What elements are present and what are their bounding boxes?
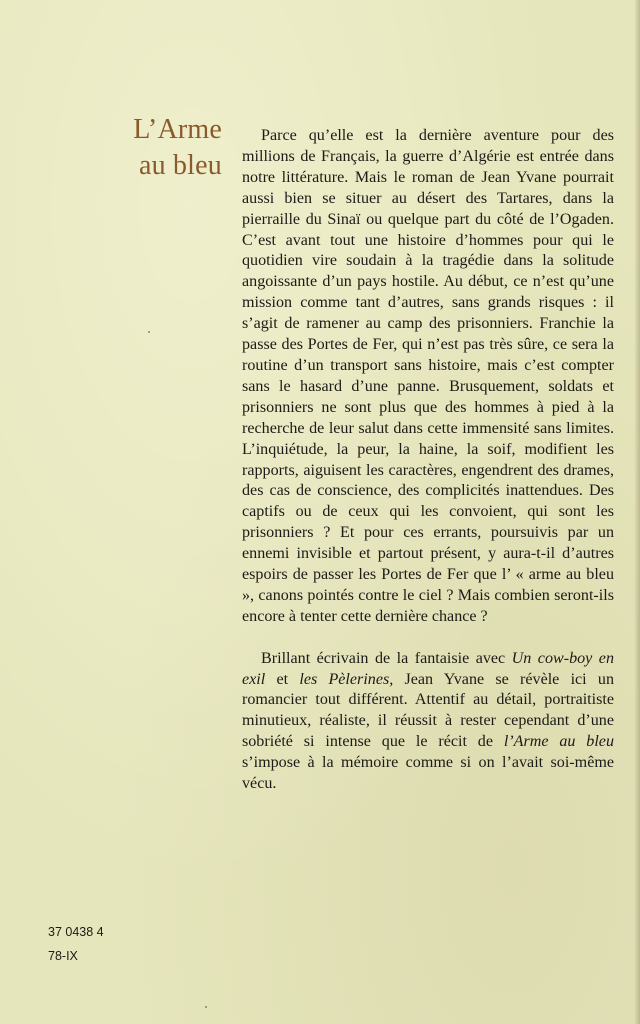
paper-speck [205,1006,207,1008]
book-title-line-1: L’Arme [133,114,222,145]
book-reference-cowboy: Un cow-boy en exil [242,649,614,688]
blurb-paragraph-2 [242,649,614,795]
page-edge-shadow [634,0,640,1024]
catalog-codes [48,920,104,968]
paper-speck [148,331,150,333]
blurb-text [242,126,614,795]
blurb-p2-text-4: s’impose à la mémoire comme si on l’avait soi-même vécu. [242,754,614,793]
book-reference-arme-au-bleu: l’Arme au bleu [503,733,614,751]
blurb-p2-text-2: et [265,670,300,688]
blurb-paragraph-1: Parce qu’elle est la dernière aventure pour des millions de Français, la guerre d’Algérie est entrée dans notre littérature. Mais le roman de Jean Yvane pourrait aussi bien se situer au désert des Tartares, dans la pierraille du Sinaï ou quelque part du côté de l’Ogaden. C’est avant tout une histoire d’hommes pour qui le quotidien vire soudain à la tragédie dans la solitude angoissante d’un pays hostile. Au début, ce n’est qu’une mission comme tant d’autres, sans grands risques : il s’agit de ramener au camp des prisonniers. Franchie la passe des Portes de Fer, qui n’est pas très sûre, ce sera la routine d’un transport sans histoire, mais c’est compter sans le hasard d’une panne. Brusquement, soldats et prisonniers ne sont plus que des hommes à pied à la recherche de leur salut dans cette immensité sans limites. L’inquiétude, la peur, la haine, la soif, modifient les rapports, aiguisent les caractères, engendrent des drames, des cas de conscience, des complicités inattendues. Des captifs ou de ceux qui les convoient, qui sont les prisonniers ? Et pour ces errants, poursuivis par un ennemi invisible et partout présent, y aura-t-il d’autres espoirs de passer les Portes de Fer que l’ « arme au bleu », canons pointés contre le ciel ? Mais combien seront-ils encore à tenter cette dernière chance ? [242,127,614,625]
book-reference-pelerines: les Pèlerines, [299,670,394,688]
book-title [96,112,222,184]
series-code: 78-IX [48,949,78,963]
blurb-p2-text-3: Jean Yvane se révèle ici un romancier tout différent. Attentif au détail, portraitiste minutieux, réaliste, il réussit à rester cependant d’une sobriété si intense que le récit de [242,670,614,751]
book-title-line-2: au bleu [138,150,222,181]
blurb-p2-text-1: Brillant écrivain de la fantaisie avec [261,649,512,667]
catalog-number: 37 0438 4 [48,925,104,939]
